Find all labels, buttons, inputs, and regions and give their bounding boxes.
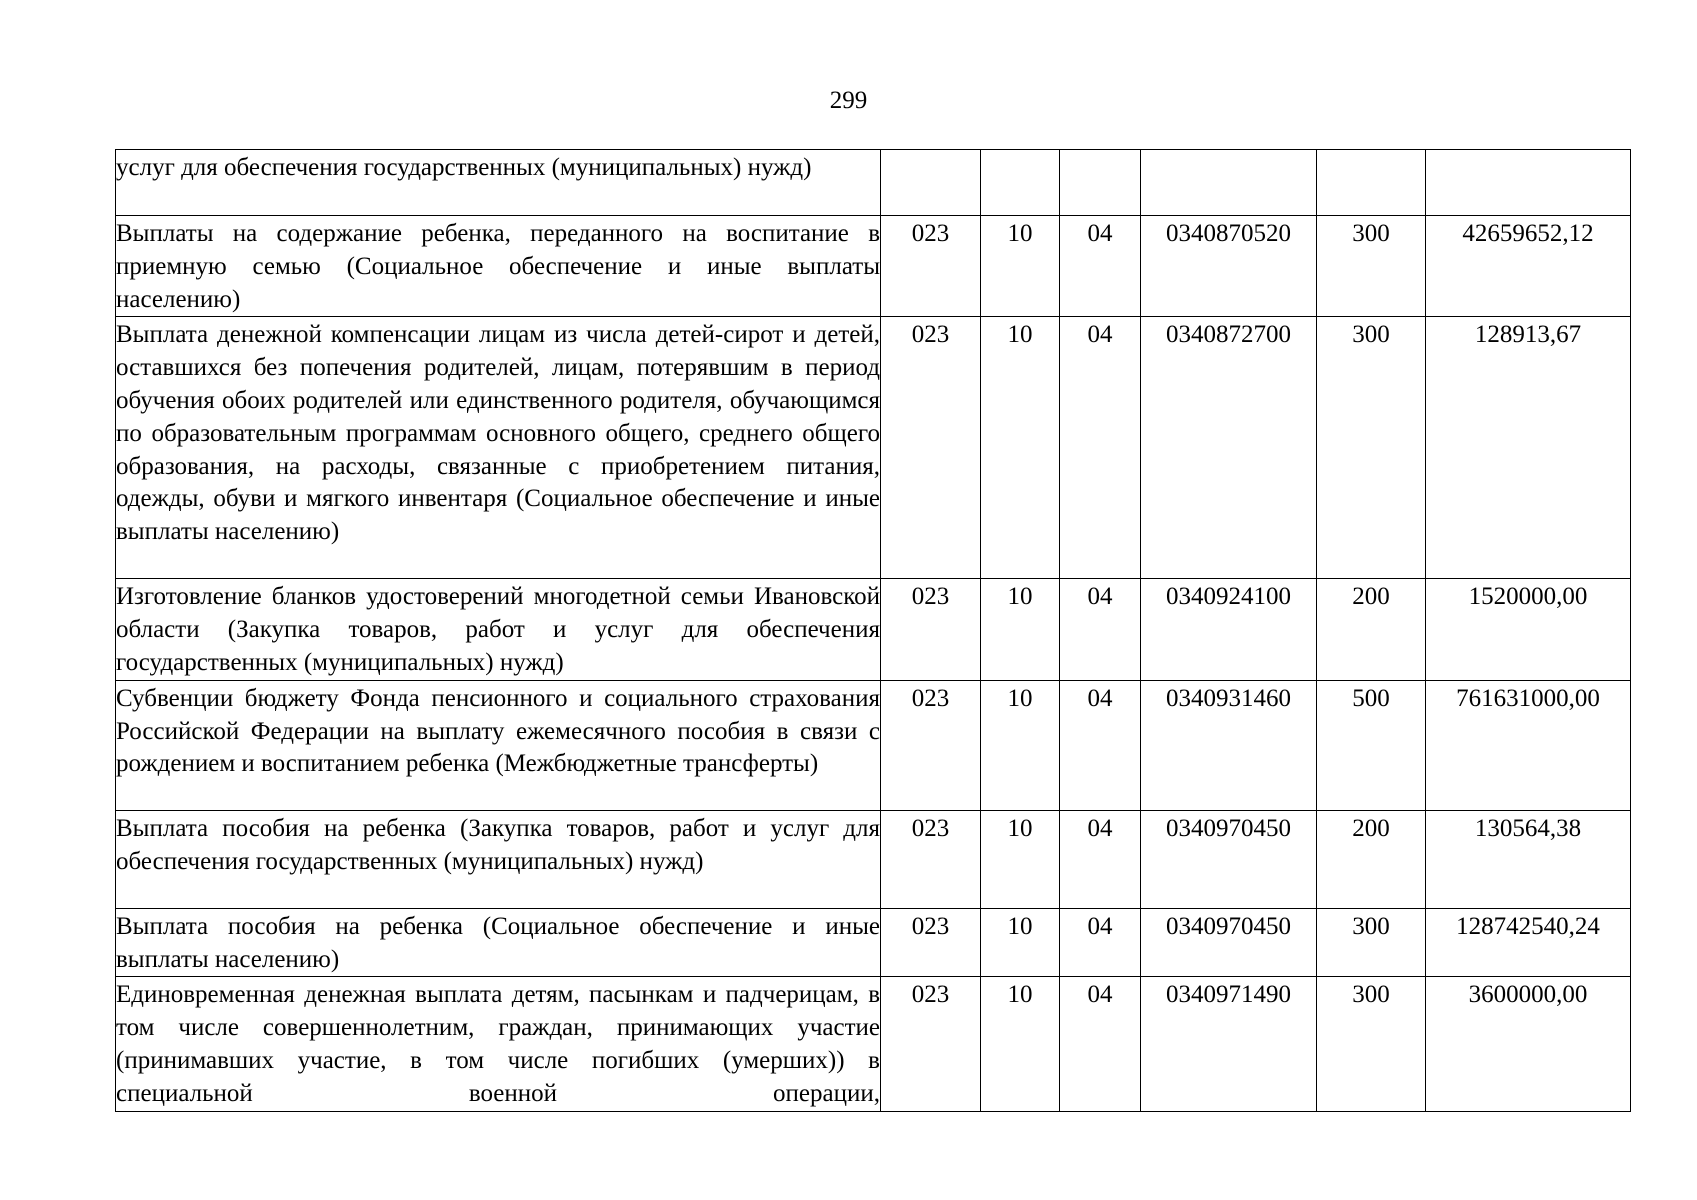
target-article-cell: 0340970450	[1141, 908, 1317, 977]
subsection-cell: 04	[1060, 680, 1141, 810]
expense-type-cell: 200	[1317, 579, 1426, 680]
subsection-cell: 04	[1060, 216, 1141, 317]
section-cell: 10	[981, 680, 1060, 810]
target-article-cell: 0340971490	[1141, 977, 1317, 1111]
desc-cell: Выплаты на содержание ребенка, переданного на воспитание в приемную семью (Социальное обеспечение и иные выплаты населению)	[116, 216, 881, 317]
admin-code-cell: 023	[881, 579, 981, 680]
amount-cell: 42659652,12	[1426, 216, 1631, 317]
amount-cell: 761631000,00	[1426, 680, 1631, 810]
admin-code-cell: 023	[881, 680, 981, 810]
admin-code-cell	[881, 150, 981, 216]
expense-type-cell: 200	[1317, 810, 1426, 908]
target-article-cell: 0340931460	[1141, 680, 1317, 810]
amount-cell	[1426, 150, 1631, 216]
table-row	[116, 977, 1631, 1111]
expense-type-cell: 500	[1317, 680, 1426, 810]
section-cell	[981, 150, 1060, 216]
table-row	[116, 908, 1631, 977]
admin-code-cell: 023	[881, 810, 981, 908]
amount-cell: 128742540,24	[1426, 908, 1631, 977]
section-cell: 10	[981, 216, 1060, 317]
subsection-cell: 04	[1060, 977, 1141, 1111]
subsection-cell	[1060, 150, 1141, 216]
page-number: 299	[829, 87, 868, 114]
subsection-cell: 04	[1060, 317, 1141, 579]
amount-cell: 130564,38	[1426, 810, 1631, 908]
section-cell: 10	[981, 908, 1060, 977]
subsection-cell: 04	[1060, 908, 1141, 977]
section-cell: 10	[981, 317, 1060, 579]
expense-type-cell: 300	[1317, 908, 1426, 977]
subsection-cell: 04	[1060, 579, 1141, 680]
desc-cell: Выплата пособия на ребенка (Закупка товаров, работ и услуг для обеспечения государственных (муниципальных) нужд)	[116, 810, 881, 908]
table-row	[116, 216, 1631, 317]
table-row	[116, 579, 1631, 680]
section-cell: 10	[981, 579, 1060, 680]
table-row	[116, 810, 1631, 908]
admin-code-cell: 023	[881, 908, 981, 977]
table-row	[116, 317, 1631, 579]
section-cell: 10	[981, 977, 1060, 1111]
amount-cell: 128913,67	[1426, 317, 1631, 579]
table-row	[116, 680, 1631, 810]
desc-cell: Выплата денежной компенсации лицам из числа детей-сирот и детей, оставшихся без попечения родителей, лицам, потерявшим в период обучения обоих родителей или единственного родителя, обучающимся по образовательным программам основного общего, среднего общего образования, на расходы, связанные с приобретением питания, одежды, обуви и мягкого инвентаря (Социальное обеспечение и иные выплаты населению)	[116, 317, 881, 579]
expense-type-cell: 300	[1317, 216, 1426, 317]
target-article-cell: 0340970450	[1141, 810, 1317, 908]
target-article-cell: 0340872700	[1141, 317, 1317, 579]
desc-cell: Выплата пособия на ребенка (Социальное обеспечение и иные выплаты населению)	[116, 908, 881, 977]
admin-code-cell: 023	[881, 216, 981, 317]
budget-table	[115, 149, 1631, 1112]
amount-cell: 1520000,00	[1426, 579, 1631, 680]
admin-code-cell: 023	[881, 977, 981, 1111]
table-row	[116, 150, 1631, 216]
desc-cell: Изготовление бланков удостоверений многодетной семьи Ивановской области (Закупка товаров, работ и услуг для обеспечения государственных (муниципальных) нужд)	[116, 579, 881, 680]
admin-code-cell: 023	[881, 317, 981, 579]
desc-cell: услуг для обеспечения государственных (муниципальных) нужд)	[116, 150, 881, 216]
expense-type-cell: 300	[1317, 977, 1426, 1111]
expense-type-cell: 300	[1317, 317, 1426, 579]
amount-cell: 3600000,00	[1426, 977, 1631, 1111]
expense-type-cell	[1317, 150, 1426, 216]
subsection-cell: 04	[1060, 810, 1141, 908]
target-article-cell: 0340870520	[1141, 216, 1317, 317]
table-body	[116, 150, 1631, 1112]
target-article-cell	[1141, 150, 1317, 216]
target-article-cell: 0340924100	[1141, 579, 1317, 680]
section-cell: 10	[981, 810, 1060, 908]
desc-cell: Единовременная денежная выплата детям, пасынкам и падчерицам, в том числе совершеннолетним, граждан, принимающих участие (принимавших участие, в том числе погибших (умерших)) в специальной военной операции,	[116, 977, 881, 1111]
desc-cell: Субвенции бюджету Фонда пенсионного и социального страхования Российской Федерации на выплату ежемесячного пособия в связи с рождением и воспитанием ребенка (Межбюджетные трансферты)	[116, 680, 881, 810]
